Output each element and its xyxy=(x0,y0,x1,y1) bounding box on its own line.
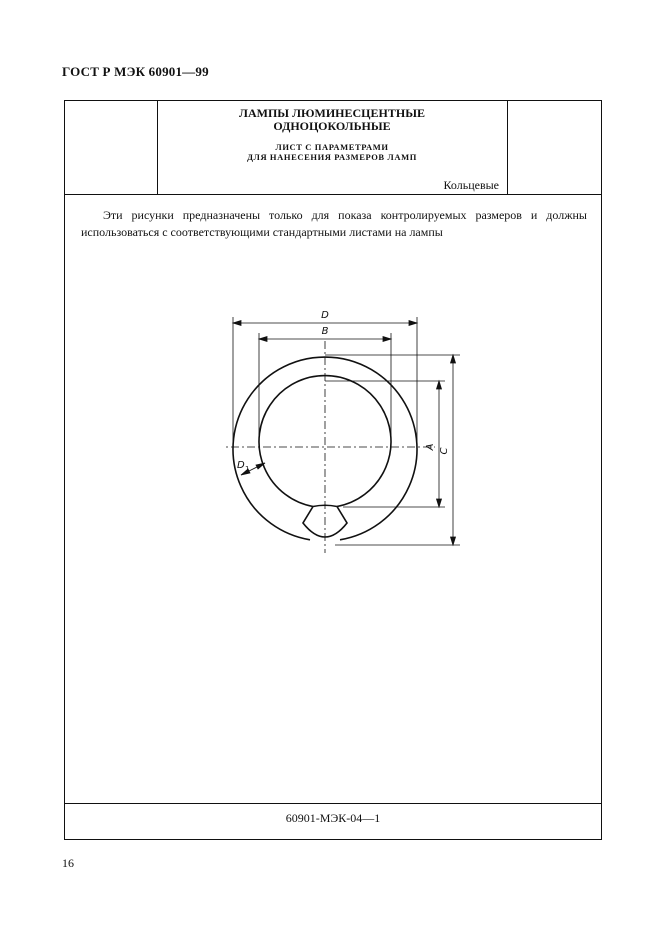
sheet-subtitle: ЛИСТ С ПАРАМЕТРАМИ ДЛЯ НАНЕСЕНИЯ РАЗМЕРОВ ЛАМП xyxy=(247,142,417,162)
label-D1: D xyxy=(237,460,245,471)
label-B: B xyxy=(321,326,329,337)
sheet-code: 60901-МЭК-04—1 xyxy=(285,811,381,825)
label-D: D xyxy=(321,310,329,321)
label-C: C xyxy=(439,447,450,455)
ring-lamp-drawing xyxy=(225,301,465,561)
usage-note: Эти рисунки предназначены только для показа контролируемых размеров и должны использоваться с соответствующими стандартными листами на лампы xyxy=(81,208,587,239)
title-bottom-divider xyxy=(65,194,601,195)
title-block xyxy=(157,101,507,194)
page-number: 16 xyxy=(62,856,74,870)
lamp-type: Кольцевые xyxy=(443,178,499,192)
document-code: ГОСТ Р МЭК 60901—99 xyxy=(62,64,209,79)
sheet-title: ЛАМПЫ ЛЮМИНЕСЦЕНТНЫЕ ОДНОЦОКОЛЬНЫЕ xyxy=(239,106,425,133)
standard-sheet-frame xyxy=(64,100,602,840)
footer-divider xyxy=(65,803,601,804)
label-D1-subscript: 1 xyxy=(245,465,250,473)
title-right-divider xyxy=(507,101,508,194)
label-A: A xyxy=(425,443,436,451)
